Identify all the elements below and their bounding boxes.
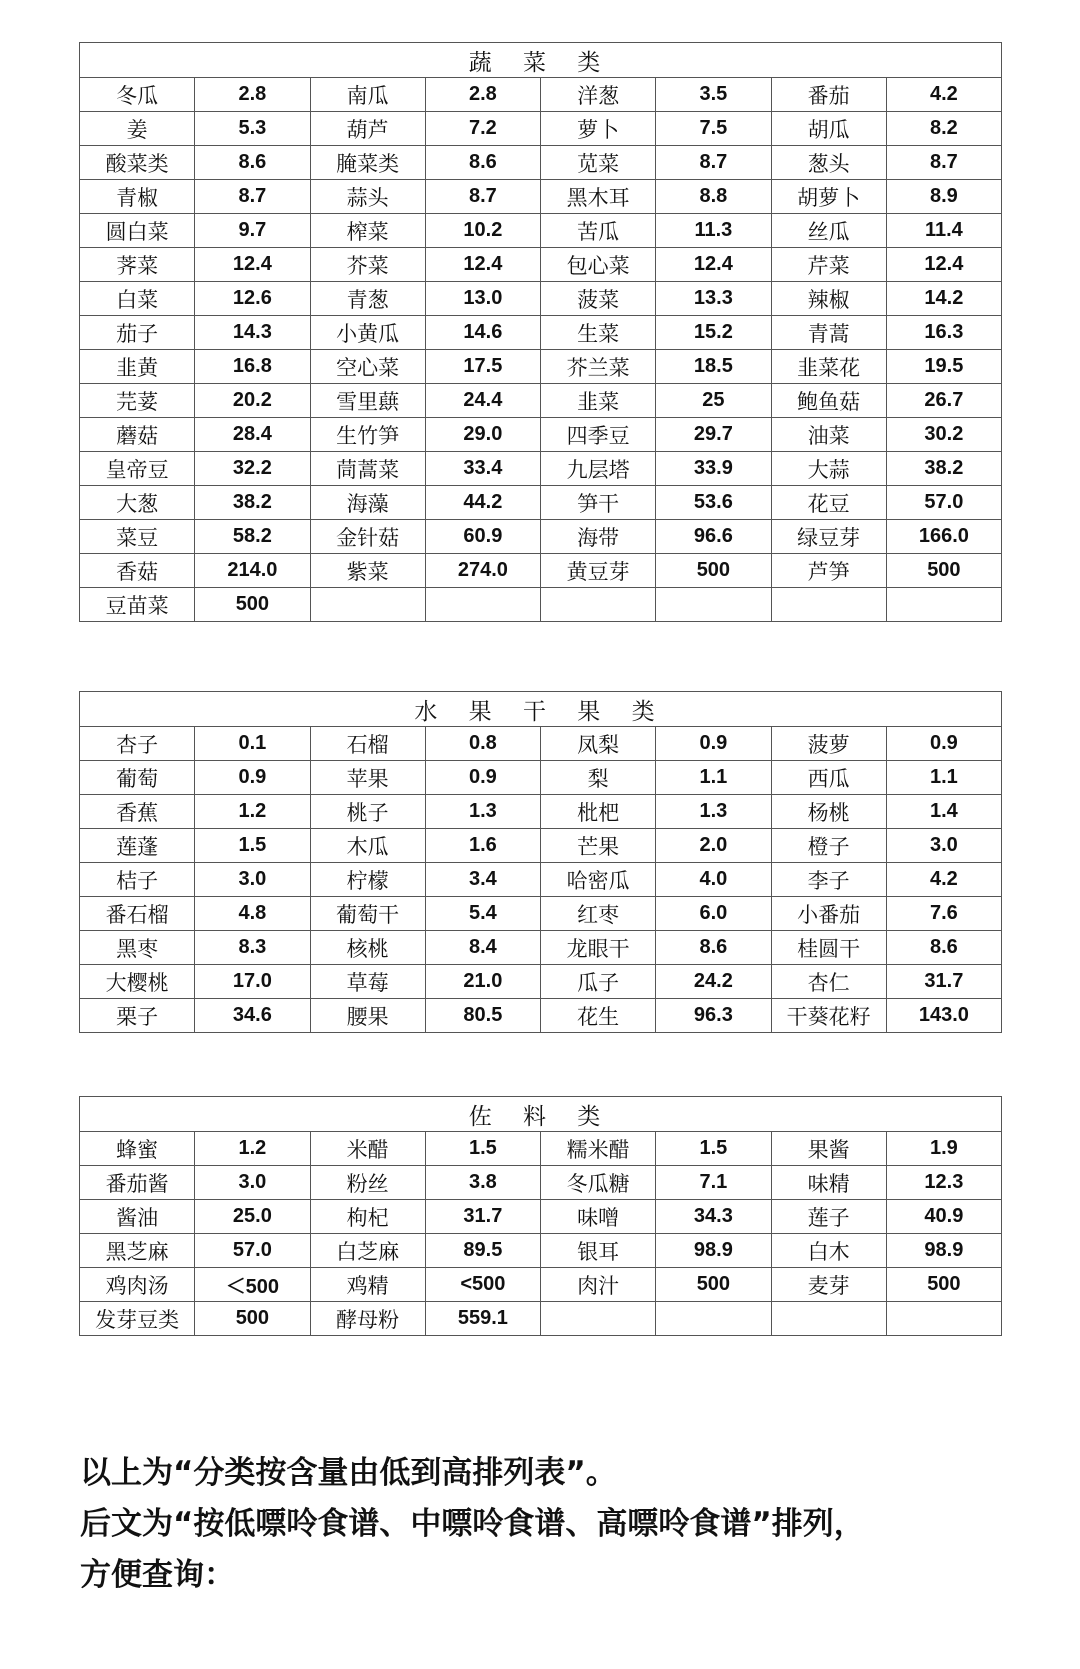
food-name: 发芽豆类 — [80, 1302, 195, 1336]
purine-value: 214.0 — [195, 554, 310, 588]
food-name: 杏子 — [80, 727, 195, 761]
food-name: 大樱桃 — [80, 965, 195, 999]
table-row — [80, 761, 1002, 795]
food-name: 油菜 — [771, 418, 886, 452]
purine-value: 34.3 — [656, 1200, 771, 1234]
purine-value: 0.9 — [656, 727, 771, 761]
table-row — [80, 931, 1002, 965]
food-name: 柠檬 — [310, 863, 425, 897]
purine-value: 8.7 — [425, 180, 540, 214]
food-name: 鸡精 — [310, 1268, 425, 1302]
purine-value: 1.5 — [425, 1132, 540, 1166]
food-name: 生竹笋 — [310, 418, 425, 452]
purine-value: 8.7 — [195, 180, 310, 214]
purine-value: 21.0 — [425, 965, 540, 999]
purine-value: 559.1 — [425, 1302, 540, 1336]
purine-value: 7.2 — [425, 112, 540, 146]
table-row — [80, 1200, 1002, 1234]
purine-value: 14.2 — [886, 282, 1001, 316]
food-name: 葡萄 — [80, 761, 195, 795]
food-name: 葱头 — [771, 146, 886, 180]
food-name: 菠萝 — [771, 727, 886, 761]
food-name: 枇杷 — [541, 795, 656, 829]
purine-value: 16.3 — [886, 316, 1001, 350]
food-name: 粉丝 — [310, 1166, 425, 1200]
food-name: 黄豆芽 — [541, 554, 656, 588]
table-row — [80, 1132, 1002, 1166]
food-name: 圆白菜 — [80, 214, 195, 248]
food-name: 芒果 — [541, 829, 656, 863]
food-name: 葫芦 — [310, 112, 425, 146]
purine-value — [886, 1302, 1001, 1336]
food-name: 糯米醋 — [541, 1132, 656, 1166]
purine-value: 0.9 — [886, 727, 1001, 761]
purine-value: 40.9 — [886, 1200, 1001, 1234]
food-name: 黑枣 — [80, 931, 195, 965]
food-name: 苦瓜 — [541, 214, 656, 248]
purine-value: 17.0 — [195, 965, 310, 999]
food-name: 黑芝麻 — [80, 1234, 195, 1268]
food-name: 石榴 — [310, 727, 425, 761]
purine-value: 1.9 — [886, 1132, 1001, 1166]
food-name: 青椒 — [80, 180, 195, 214]
purine-value: 1.4 — [886, 795, 1001, 829]
table-row — [80, 588, 1002, 622]
food-name: 红枣 — [541, 897, 656, 931]
table-row — [80, 795, 1002, 829]
food-name: 橙子 — [771, 829, 886, 863]
purine-value: 500 — [886, 554, 1001, 588]
purine-value: 2.0 — [656, 829, 771, 863]
purine-value: 7.5 — [656, 112, 771, 146]
table-row — [80, 965, 1002, 999]
purine-value: 38.2 — [195, 486, 310, 520]
purine-value: 12.4 — [656, 248, 771, 282]
food-name: 番茄酱 — [80, 1166, 195, 1200]
table-row — [80, 554, 1002, 588]
purine-value: 8.4 — [425, 931, 540, 965]
table-row — [80, 214, 1002, 248]
purine-value: 10.2 — [425, 214, 540, 248]
purine-value: 12.4 — [195, 248, 310, 282]
food-name: 大葱 — [80, 486, 195, 520]
table-row — [80, 1268, 1002, 1302]
purine-value: 8.9 — [886, 180, 1001, 214]
purine-value: 25 — [656, 384, 771, 418]
purine-value: 4.8 — [195, 897, 310, 931]
food-name: 果酱 — [771, 1132, 886, 1166]
purine-value: 34.6 — [195, 999, 310, 1033]
food-name: 桂圆干 — [771, 931, 886, 965]
food-name: 胡瓜 — [771, 112, 886, 146]
purine-value: 11.3 — [656, 214, 771, 248]
table-row — [80, 999, 1002, 1033]
purine-value: 8.6 — [425, 146, 540, 180]
purine-value: 3.8 — [425, 1166, 540, 1200]
purine-value: 89.5 — [425, 1234, 540, 1268]
food-name: 花生 — [541, 999, 656, 1033]
food-name: 金针菇 — [310, 520, 425, 554]
food-name: 麦芽 — [771, 1268, 886, 1302]
purine-value: 143.0 — [886, 999, 1001, 1033]
table-row — [80, 1302, 1002, 1336]
food-name: 莲蓬 — [80, 829, 195, 863]
food-name: 干葵花籽 — [771, 999, 886, 1033]
food-name: 栗子 — [80, 999, 195, 1033]
food-name — [541, 588, 656, 622]
purine-value: 1.1 — [886, 761, 1001, 795]
food-name: 菠菜 — [541, 282, 656, 316]
food-name: 芥菜 — [310, 248, 425, 282]
purine-value: 1.2 — [195, 795, 310, 829]
purine-value: 274.0 — [425, 554, 540, 588]
food-name: 鸡肉汤 — [80, 1268, 195, 1302]
table-row — [80, 78, 1002, 112]
purine-value: 98.9 — [886, 1234, 1001, 1268]
food-name: 包心菜 — [541, 248, 656, 282]
purine-value: 8.7 — [886, 146, 1001, 180]
food-name: 酵母粉 — [310, 1302, 425, 1336]
food-name: 核桃 — [310, 931, 425, 965]
food-name: 枸杞 — [310, 1200, 425, 1234]
food-name: 鲍鱼菇 — [771, 384, 886, 418]
food-name: 番石榴 — [80, 897, 195, 931]
food-name: 海带 — [541, 520, 656, 554]
food-name: 韭菜 — [541, 384, 656, 418]
food-name: 姜 — [80, 112, 195, 146]
purine-value: 1.6 — [425, 829, 540, 863]
purine-value: 8.6 — [195, 146, 310, 180]
purine-value: <500 — [425, 1268, 540, 1302]
food-name: 李子 — [771, 863, 886, 897]
purine-value: 58.2 — [195, 520, 310, 554]
food-name: 草莓 — [310, 965, 425, 999]
food-name: 洋葱 — [541, 78, 656, 112]
food-name: 韭菜花 — [771, 350, 886, 384]
food-name: 香蕉 — [80, 795, 195, 829]
purine-value: 25.0 — [195, 1200, 310, 1234]
purine-value: 20.2 — [195, 384, 310, 418]
table-row — [80, 316, 1002, 350]
purine-value: 500 — [195, 1302, 310, 1336]
food-name: 南瓜 — [310, 78, 425, 112]
footer-line-2: 后文为“按低嘌呤食谱、中嘌呤食谱、高嘌呤食谱”排列， — [80, 1506, 865, 1542]
purine-value: 12.4 — [425, 248, 540, 282]
food-name: 莲子 — [771, 1200, 886, 1234]
purine-value: 2.8 — [195, 78, 310, 112]
purine-value: 11.4 — [886, 214, 1001, 248]
purine-value: 80.5 — [425, 999, 540, 1033]
purine-value: 18.5 — [656, 350, 771, 384]
table-title: 水 果 干 果 类 — [80, 692, 1002, 727]
food-name: 紫菜 — [310, 554, 425, 588]
purine-value: 8.3 — [195, 931, 310, 965]
purine-value: 29.0 — [425, 418, 540, 452]
food-name: 雪里蕻 — [310, 384, 425, 418]
purine-value: 3.0 — [886, 829, 1001, 863]
food-name: 香菇 — [80, 554, 195, 588]
fruits-nuts-table — [79, 691, 1002, 1033]
food-name: 冬瓜糖 — [541, 1166, 656, 1200]
purine-value: 12.6 — [195, 282, 310, 316]
purine-value: 96.6 — [656, 520, 771, 554]
food-name: 青蒿 — [771, 316, 886, 350]
food-name: 梨 — [541, 761, 656, 795]
footer-line-3: 方便查询： — [80, 1557, 235, 1593]
food-name: 皇帝豆 — [80, 452, 195, 486]
food-name — [771, 1302, 886, 1336]
food-name: 生菜 — [541, 316, 656, 350]
purine-value: 53.6 — [656, 486, 771, 520]
purine-value: 38.2 — [886, 452, 1001, 486]
table-row — [80, 829, 1002, 863]
food-name: 葡萄干 — [310, 897, 425, 931]
table-row — [80, 1234, 1002, 1268]
purine-value: ＜500 — [195, 1268, 310, 1302]
purine-value: 4.2 — [886, 78, 1001, 112]
food-name: 冬瓜 — [80, 78, 195, 112]
food-name: 丝瓜 — [771, 214, 886, 248]
food-name: 桃子 — [310, 795, 425, 829]
purine-value — [656, 1302, 771, 1336]
purine-value: 24.2 — [656, 965, 771, 999]
table-row — [80, 146, 1002, 180]
purine-value: 500 — [886, 1268, 1001, 1302]
purine-value: 7.1 — [656, 1166, 771, 1200]
food-name: 杏仁 — [771, 965, 886, 999]
purine-value: 500 — [656, 554, 771, 588]
food-name: 桔子 — [80, 863, 195, 897]
purine-value: 13.3 — [656, 282, 771, 316]
purine-value: 12.3 — [886, 1166, 1001, 1200]
purine-value: 32.2 — [195, 452, 310, 486]
food-name: 胡萝卜 — [771, 180, 886, 214]
purine-value: 29.7 — [656, 418, 771, 452]
table-row — [80, 112, 1002, 146]
food-name: 空心菜 — [310, 350, 425, 384]
food-name: 番茄 — [771, 78, 886, 112]
purine-value: 57.0 — [886, 486, 1001, 520]
purine-value: 57.0 — [195, 1234, 310, 1268]
food-name — [541, 1302, 656, 1336]
purine-value: 8.6 — [886, 931, 1001, 965]
purine-value: 0.1 — [195, 727, 310, 761]
food-name: 大蒜 — [771, 452, 886, 486]
food-name: 白木 — [771, 1234, 886, 1268]
purine-value: 3.4 — [425, 863, 540, 897]
food-name — [771, 588, 886, 622]
table-row — [80, 384, 1002, 418]
purine-value: 98.9 — [656, 1234, 771, 1268]
purine-value: 8.8 — [656, 180, 771, 214]
food-name: 青葱 — [310, 282, 425, 316]
purine-value: 14.3 — [195, 316, 310, 350]
food-name: 味精 — [771, 1166, 886, 1200]
food-name: 蘑菇 — [80, 418, 195, 452]
food-name: 小番茄 — [771, 897, 886, 931]
food-name: 白芝麻 — [310, 1234, 425, 1268]
food-name: 芦笋 — [771, 554, 886, 588]
table-row — [80, 863, 1002, 897]
purine-value: 1.5 — [656, 1132, 771, 1166]
food-name: 腌菜类 — [310, 146, 425, 180]
purine-value: 33.9 — [656, 452, 771, 486]
food-name: 芹菜 — [771, 248, 886, 282]
purine-value: 12.4 — [886, 248, 1001, 282]
food-name: 辣椒 — [771, 282, 886, 316]
table-row — [80, 1166, 1002, 1200]
purine-value: 33.4 — [425, 452, 540, 486]
food-name: 苹果 — [310, 761, 425, 795]
food-name: 茄子 — [80, 316, 195, 350]
table-row — [80, 897, 1002, 931]
purine-value: 4.2 — [886, 863, 1001, 897]
purine-value: 31.7 — [425, 1200, 540, 1234]
food-name: 笋干 — [541, 486, 656, 520]
purine-value: 3.0 — [195, 863, 310, 897]
vegetables-table — [79, 42, 1002, 622]
purine-value: 500 — [656, 1268, 771, 1302]
purine-value: 1.5 — [195, 829, 310, 863]
purine-value: 16.8 — [195, 350, 310, 384]
purine-value: 24.4 — [425, 384, 540, 418]
food-name: 蜂蜜 — [80, 1132, 195, 1166]
purine-value — [886, 588, 1001, 622]
table-row — [80, 282, 1002, 316]
food-name: 四季豆 — [541, 418, 656, 452]
table-row — [80, 486, 1002, 520]
food-name: 黑木耳 — [541, 180, 656, 214]
food-name: 小黄瓜 — [310, 316, 425, 350]
purine-value: 4.0 — [656, 863, 771, 897]
table-row — [80, 727, 1002, 761]
purine-value — [425, 588, 540, 622]
purine-value: 30.2 — [886, 418, 1001, 452]
table-row — [80, 520, 1002, 554]
purine-value: 0.9 — [425, 761, 540, 795]
footer-note — [80, 1448, 1040, 1601]
table-row — [80, 418, 1002, 452]
food-name: 白菜 — [80, 282, 195, 316]
table-title: 蔬 菜 类 — [80, 43, 1002, 78]
table-row — [80, 350, 1002, 384]
purine-value: 166.0 — [886, 520, 1001, 554]
food-name: 萝卜 — [541, 112, 656, 146]
purine-value: 60.9 — [425, 520, 540, 554]
food-name: 蒜头 — [310, 180, 425, 214]
purine-value: 1.2 — [195, 1132, 310, 1166]
purine-value: 26.7 — [886, 384, 1001, 418]
food-name: 芥兰菜 — [541, 350, 656, 384]
food-name: 银耳 — [541, 1234, 656, 1268]
purine-value: 8.2 — [886, 112, 1001, 146]
table-row — [80, 180, 1002, 214]
footer-line-1: 以上为“分类按含量由低到高排列表”。 — [80, 1455, 617, 1491]
table-title: 佐 料 类 — [80, 1097, 1002, 1132]
food-name: 苋菜 — [541, 146, 656, 180]
purine-value: 1.3 — [425, 795, 540, 829]
food-name: 榨菜 — [310, 214, 425, 248]
food-name: 凤梨 — [541, 727, 656, 761]
purine-value: 14.6 — [425, 316, 540, 350]
purine-value — [656, 588, 771, 622]
food-name: 酸菜类 — [80, 146, 195, 180]
food-name: 芫荽 — [80, 384, 195, 418]
seasonings-table — [79, 1096, 1002, 1336]
purine-value: 15.2 — [656, 316, 771, 350]
food-name: 杨桃 — [771, 795, 886, 829]
food-name: 花豆 — [771, 486, 886, 520]
purine-value: 28.4 — [195, 418, 310, 452]
purine-value: 3.5 — [656, 78, 771, 112]
food-name: 哈密瓜 — [541, 863, 656, 897]
food-name: 九层塔 — [541, 452, 656, 486]
purine-value: 8.7 — [656, 146, 771, 180]
purine-value: 17.5 — [425, 350, 540, 384]
purine-value: 5.3 — [195, 112, 310, 146]
purine-value: 2.8 — [425, 78, 540, 112]
food-name: 西瓜 — [771, 761, 886, 795]
purine-value: 9.7 — [195, 214, 310, 248]
purine-value: 6.0 — [656, 897, 771, 931]
food-name: 木瓜 — [310, 829, 425, 863]
food-name: 荠菜 — [80, 248, 195, 282]
table-row — [80, 452, 1002, 486]
food-name: 海藻 — [310, 486, 425, 520]
food-name: 味噌 — [541, 1200, 656, 1234]
food-name: 米醋 — [310, 1132, 425, 1166]
food-name: 肉汁 — [541, 1268, 656, 1302]
purine-value: 13.0 — [425, 282, 540, 316]
food-name: 菜豆 — [80, 520, 195, 554]
purine-value: 19.5 — [886, 350, 1001, 384]
food-name: 茼蒿菜 — [310, 452, 425, 486]
food-name: 腰果 — [310, 999, 425, 1033]
purine-value: 0.9 — [195, 761, 310, 795]
purine-value: 3.0 — [195, 1166, 310, 1200]
purine-value: 5.4 — [425, 897, 540, 931]
table-row — [80, 248, 1002, 282]
food-name: 瓜子 — [541, 965, 656, 999]
purine-value: 7.6 — [886, 897, 1001, 931]
food-name: 豆苗菜 — [80, 588, 195, 622]
purine-value: 0.8 — [425, 727, 540, 761]
purine-value: 96.3 — [656, 999, 771, 1033]
food-name: 绿豆芽 — [771, 520, 886, 554]
food-name: 韭黄 — [80, 350, 195, 384]
food-name: 龙眼干 — [541, 931, 656, 965]
purine-value: 44.2 — [425, 486, 540, 520]
purine-value: 31.7 — [886, 965, 1001, 999]
purine-value: 1.3 — [656, 795, 771, 829]
purine-value: 500 — [195, 588, 310, 622]
food-name: 酱油 — [80, 1200, 195, 1234]
purine-value: 8.6 — [656, 931, 771, 965]
food-name — [310, 588, 425, 622]
purine-value: 1.1 — [656, 761, 771, 795]
